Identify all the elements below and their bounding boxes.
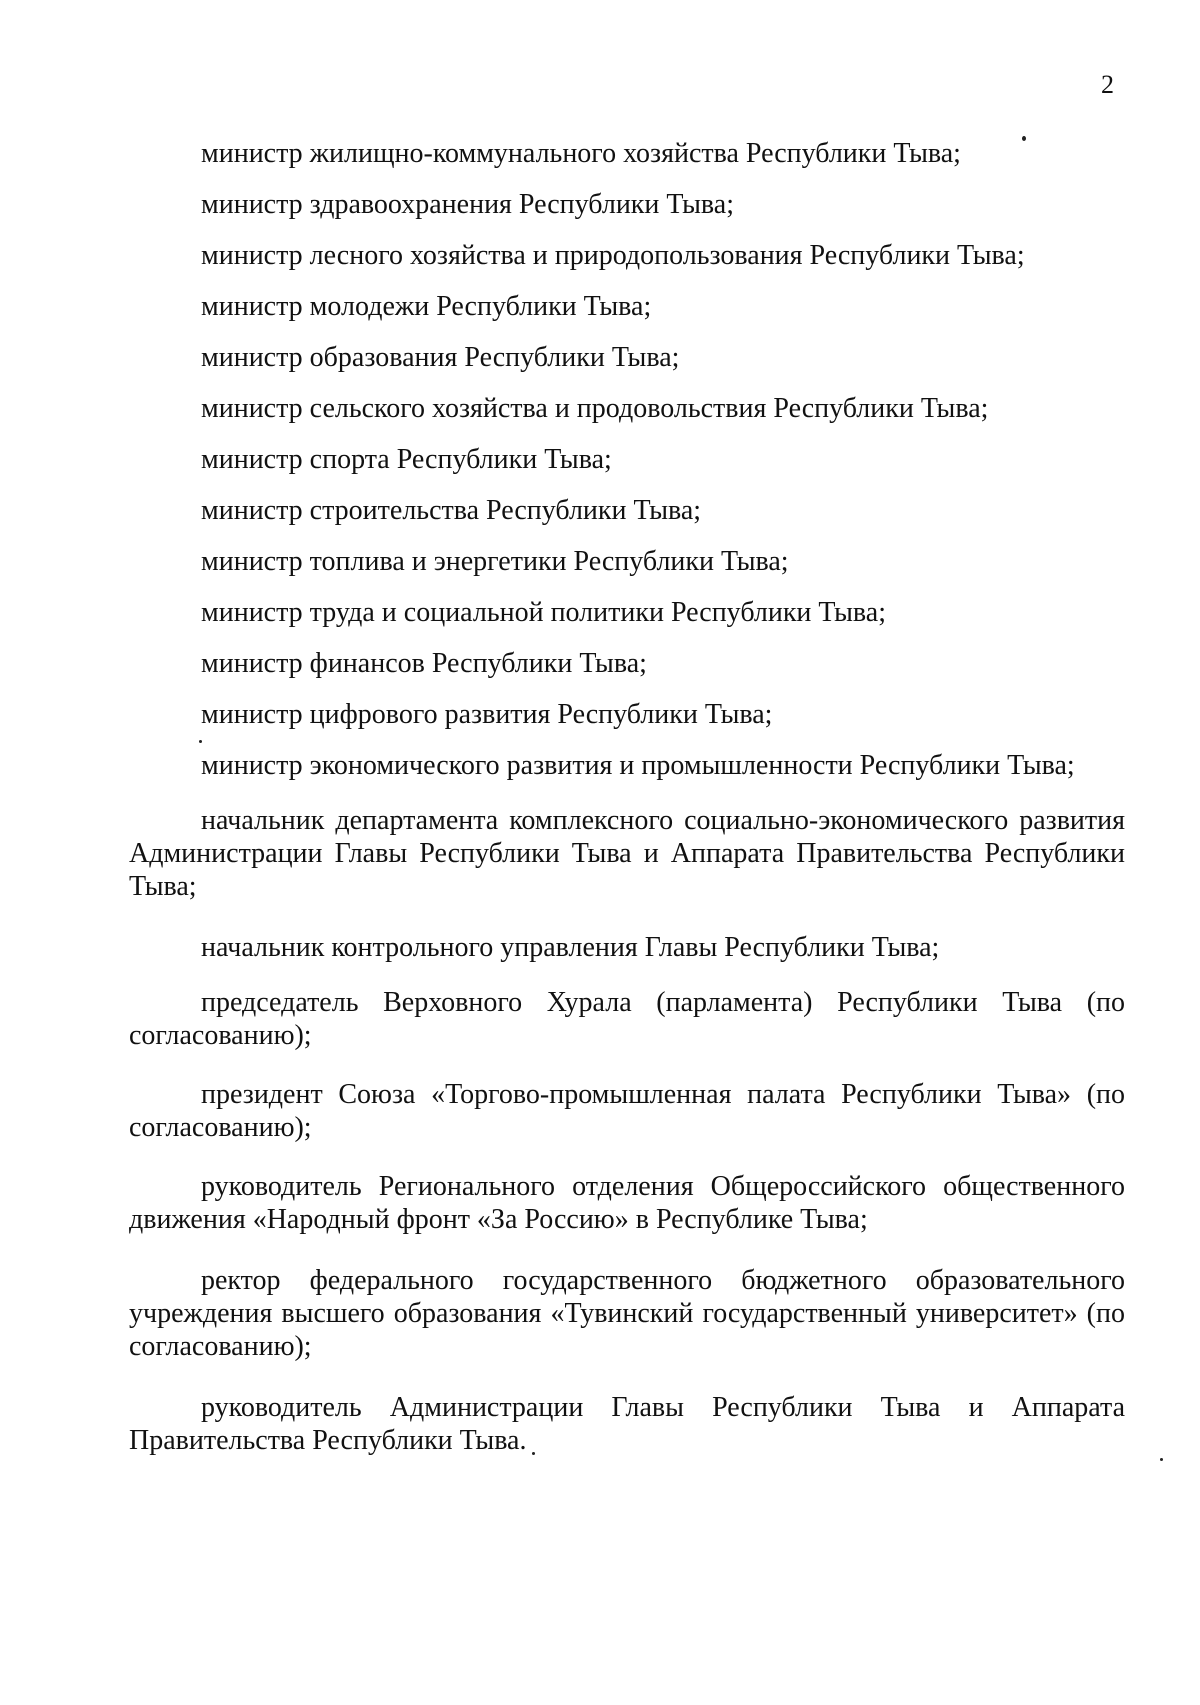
scan-speck: [532, 1452, 535, 1455]
list-item-17: президент Союза «Торгово-промышленная палата Республики Тыва» (по согласованию);: [129, 1079, 1125, 1143]
list-item-6: министр сельского хозяйства и продовольствия Республики Тыва;: [201, 393, 989, 424]
list-item-2: министр здравоохранения Республики Тыва;: [201, 189, 734, 220]
list-item-13: министр экономического развития и промышленности Республики Тыва;: [201, 750, 1075, 781]
list-item-7: министр спорта Республики Тыва;: [201, 444, 612, 475]
list-item-14: начальник департамента комплексного социально-экономического развития Администрации Главы Республики Тыва и Аппарата Правительства Республики Тыва;: [129, 805, 1125, 902]
list-item-12: министр цифрового развития Республики Тыва;: [201, 699, 773, 730]
scan-speck: [1160, 1458, 1163, 1461]
list-item-4: министр молодежи Республики Тыва;: [201, 291, 652, 322]
list-item-1: министр жилищно-коммунального хозяйства Республики Тыва;: [201, 138, 961, 169]
list-item-9: министр топлива и энергетики Республики Тыва;: [201, 546, 789, 577]
list-item-10: министр труда и социальной политики Республики Тыва;: [201, 597, 886, 628]
list-item-18: руководитель Регионального отделения Общероссийского общественного движения «Народный фронт «За Россию» в Республике Тыва;: [129, 1171, 1125, 1235]
document-body: [129, 137, 1125, 1485]
scan-speck: [1022, 136, 1026, 141]
page-number: 2: [1101, 70, 1114, 99]
list-item-5: министр образования Республики Тыва;: [201, 342, 680, 373]
list-item-8: министр строительства Республики Тыва;: [201, 495, 702, 526]
list-item-20: руководитель Администрации Главы Республики Тыва и Аппарата Правительства Республики Тыва.: [129, 1392, 1125, 1456]
list-item-3: министр лесного хозяйства и природопользования Республики Тыва;: [201, 240, 1025, 271]
list-item-16: председатель Верховного Хурала (парламента) Республики Тыва (по согласованию);: [129, 987, 1125, 1051]
scan-speck: [199, 740, 202, 743]
list-item-15: начальник контрольного управления Главы Республики Тыва;: [201, 932, 940, 963]
list-item-19: ректор федерального государственного бюджетного образовательного учреждения высшего образования «Тувинский государственный университет» (по согласованию);: [129, 1265, 1125, 1362]
list-item-11: министр финансов Республики Тыва;: [201, 648, 647, 679]
